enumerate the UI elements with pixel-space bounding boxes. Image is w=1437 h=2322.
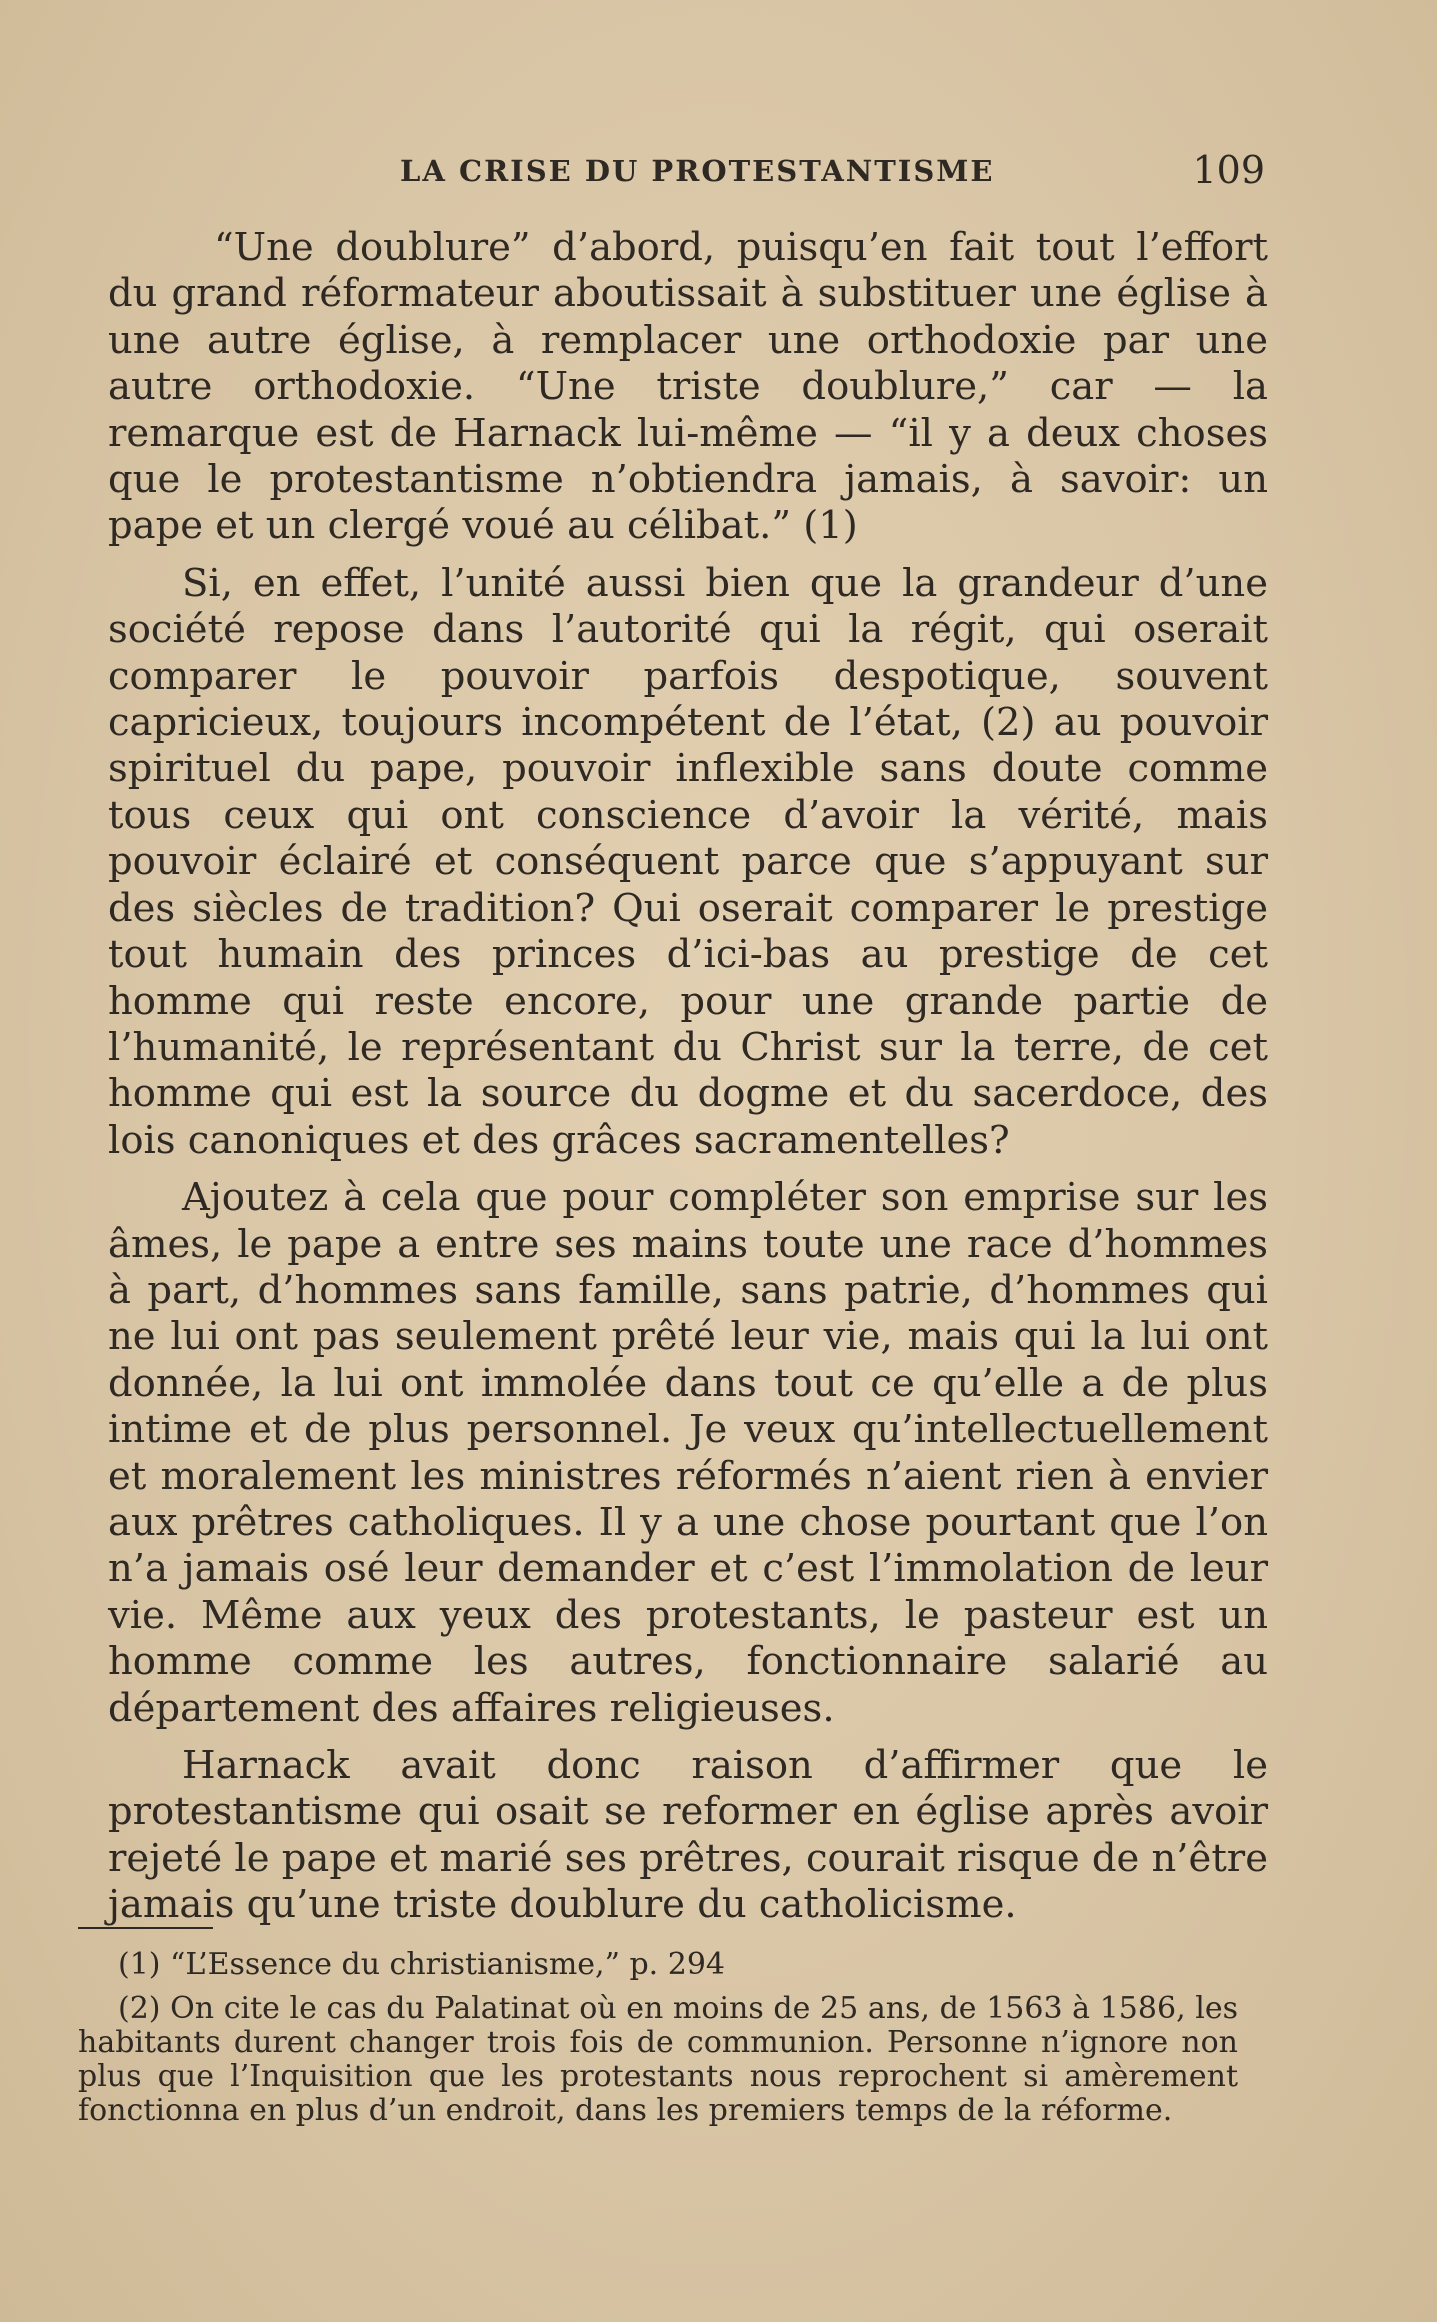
paragraph-4: Harnack avait donc raison d’affirmer que le protestantisme qui osait se reformer en église après avoir rejeté le pape et marié ses prêtres, courait risque de n’être jamais qu’une triste doublure du catholicisme. [108,1743,1268,1928]
paragraph-1: “Une doublure” d’abord, puisqu’en fait tout l’effort du grand réformateur aboutissait à substituer une église à une autre église, à remplacer une orthodoxie par une autre orthodoxie. “Une triste doublure,” car — la remarque est de Harnack lui-même — “il y a deux choses que le protestantisme n’obtiendra jamais, à savoir: un pape et un clergé voué au célibat.” (1) [108,225,1268,549]
footnote-separator [78,1927,213,1929]
running-title: LA CRISE DU PROTESTANTISME [400,154,995,188]
page-number: 109 [1192,148,1265,192]
paragraph-3: Ajoutez à cela que pour compléter son emprise sur les âmes, le pape a entre ses mains toute une race d’hommes à part, d’hommes sans famille, sans patrie, d’hommes qui ne lui ont pas seulement prêté leur vie, mais qui la lui ont donnée, la lui ont immolée dans tout ce qu’elle a de plus intime et de plus personnel. Je veux qu’intellectuellement et moralement les ministres réformés n’aient rien à envier aux prêtres catholiques. Il y a une chose pourtant que l’on n’a jamais osé leur demander et c’est l’immolation de leur vie. Même aux yeux des protestants, le pasteur est un homme comme les autres, fonctionnaire salarié au département des affaires religieuses. [108,1175,1268,1731]
footnote-1: (1) “L’Essence du christianisme,” p. 294 [118,1947,726,1982]
paragraph-2: Si, en effet, l’unité aussi bien que la grandeur d’une société repose dans l’autorité qui la régit, qui oserait comparer le pouvoir parfois despotique, souvent capricieux, toujours incompétent de l’état, (2) au pouvoir spirituel du pape, pouvoir inflexible sans doute comme tous ceux qui ont conscience d’avoir la vérité, mais pouvoir éclairé et conséquent parce que s’appuyant sur des siècles de tradition? Qui oserait comparer le prestige tout humain des princes d’ici-bas au prestige de cet homme qui reste encore, pour une grande partie de l’humanité, le représentant du Christ sur la terre, de cet homme qui est la source du dogme et du sacerdoce, des lois canoniques et des grâces sacramentelles? [108,560,1268,1163]
footnotes [78,1948,1238,2128]
footnote-2: (2) On cite le cas du Palatinat où en moins de 25 ans, de 1563 à 1586, les habitants durent changer trois fois de communion. Personne n’ignore non plus que l’Inquisition que les protestants nous reprochent si amèrement fonctionna en plus d’un endroit, dans les premiers temps de la réforme. [78,1991,1238,2128]
page-header [400,148,1270,208]
body-text [108,225,1268,1940]
